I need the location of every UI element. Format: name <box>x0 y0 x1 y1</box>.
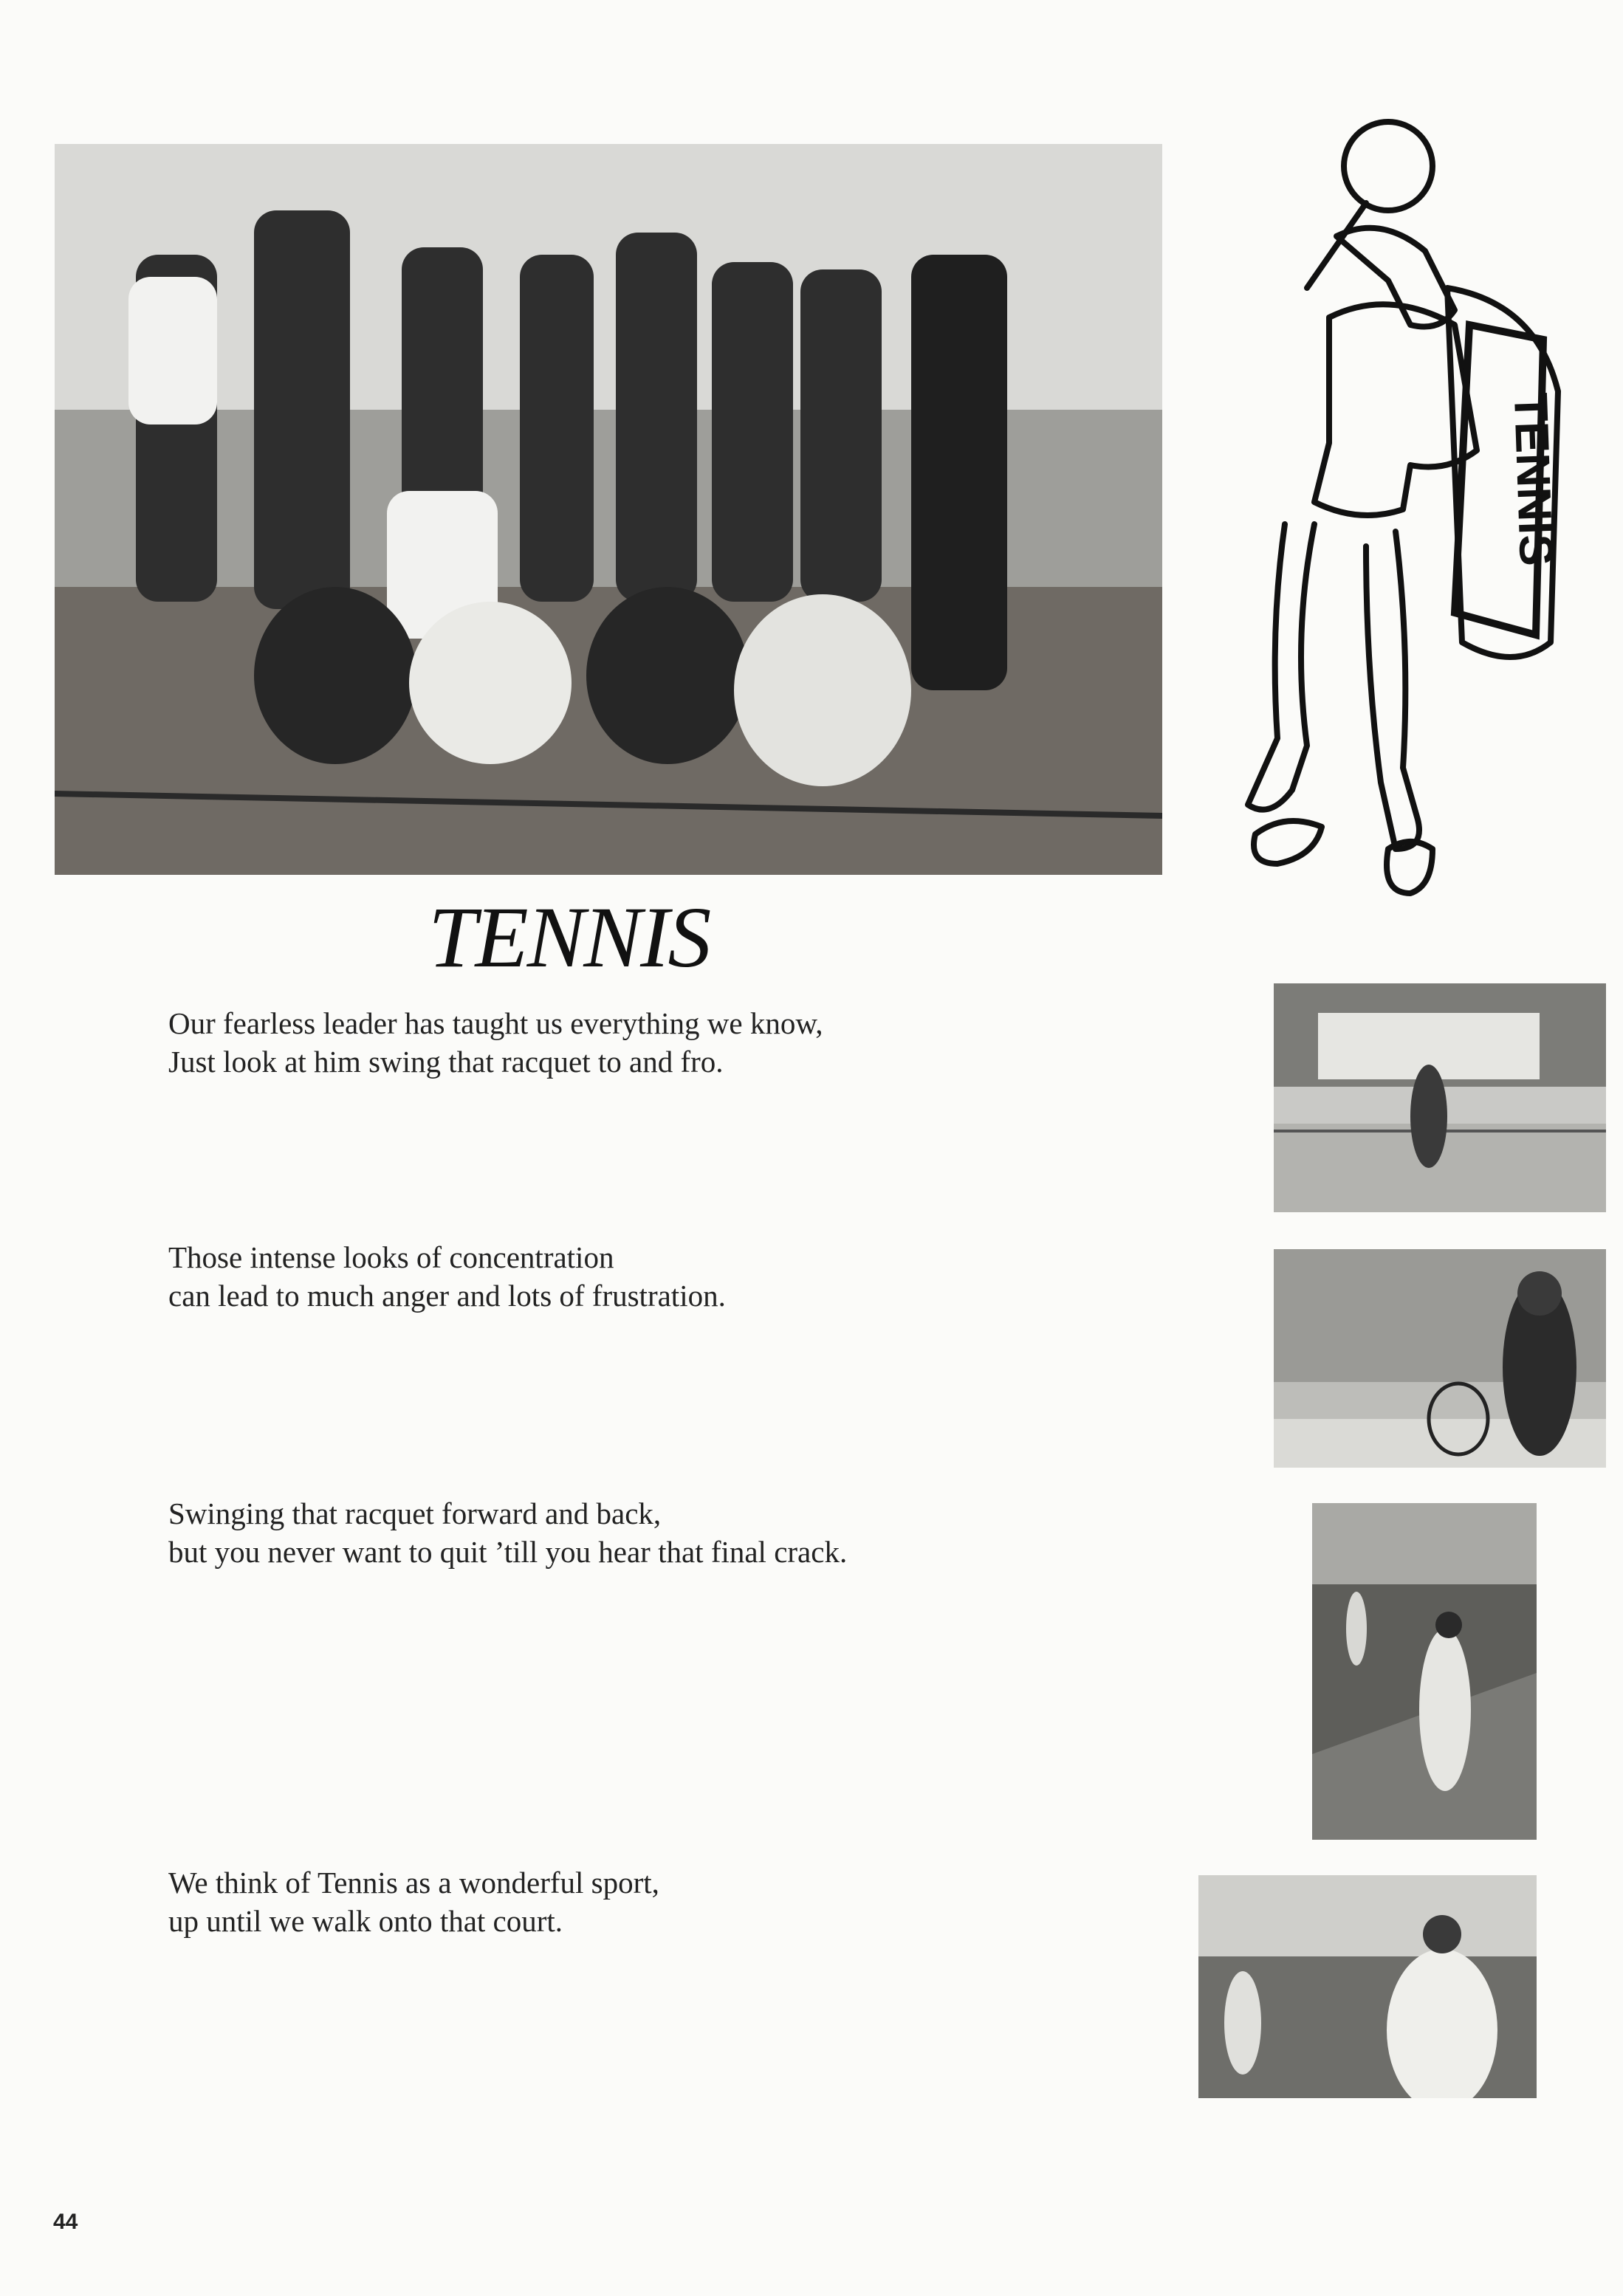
player-forehand-photo <box>1274 1249 1606 1468</box>
verse-line: but you never want to quit ’till you hear that final crack. <box>168 1535 848 1569</box>
verse-2 <box>168 1238 726 1315</box>
coach-swinging-photo <box>1274 983 1606 1212</box>
verse-4 <box>168 1863 659 1940</box>
player-serving-photo <box>1312 1503 1537 1840</box>
verse-3 <box>168 1494 847 1571</box>
tennis-player-mascot-icon <box>1226 111 1580 915</box>
mascot-banner-text: TENNIS <box>1503 391 1564 567</box>
verse-line: Our fearless leader has taught us everything we know, <box>168 1006 823 1040</box>
verse-line: Just look at him swing that racquet to and fro. <box>168 1045 724 1079</box>
page-number: 44 <box>53 2210 78 2234</box>
team-photo <box>55 144 1162 875</box>
verse-line: up until we walk onto that court. <box>168 1904 563 1938</box>
players-on-court-photo <box>1198 1875 1537 2098</box>
verse-line: Those intense looks of concentration <box>168 1240 614 1274</box>
verse-line: We think of Tennis as a wonderful sport, <box>168 1866 659 1900</box>
page-title: TENNIS <box>428 889 710 986</box>
verse-line: Swinging that racquet forward and back, <box>168 1496 662 1530</box>
verse-line: can lead to much anger and lots of frustration. <box>168 1279 726 1313</box>
verse-1 <box>168 1004 823 1081</box>
